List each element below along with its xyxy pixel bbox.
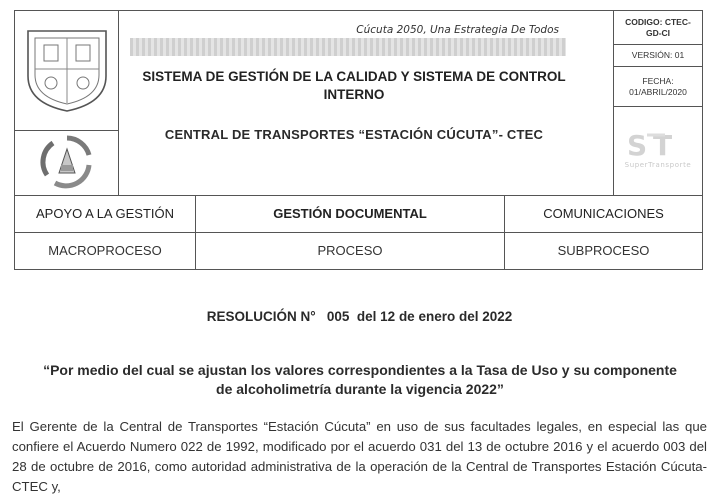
resolution-subject: “Por medio del cual se ajustan los valores correspondientes a la Tasa de Uso y su componente de alcoholimetría durante la vigencia 2022”	[43, 362, 677, 397]
supertransporte-logo	[617, 127, 699, 171]
ctec-logo-cell	[15, 131, 119, 195]
subproceso-label: SUBPROCESO	[557, 243, 650, 259]
version-text: VERSIÓN: 01	[631, 50, 685, 61]
version-cell	[614, 45, 703, 67]
proceso-label-cell	[196, 232, 505, 269]
company-name: CENTRAL DE TRANSPORTES “ESTACIÓN CÚCUTA”- CTEC	[164, 127, 544, 142]
svg-text:T: T	[653, 128, 673, 162]
codigo-cell	[614, 11, 703, 45]
proceso-value: GESTIÓN DOCUMENTAL	[273, 206, 427, 222]
proceso-label: PROCESO	[317, 243, 383, 259]
subproceso-label-cell	[505, 232, 703, 269]
resolution-heading: RESOLUCIÓN N° 005 del 12 de enero del 2022	[206, 309, 513, 324]
subproceso-value: COMUNICACIONES	[543, 206, 664, 222]
fecha-label: FECHA:	[642, 75, 674, 86]
proceso-value-cell	[196, 195, 505, 232]
macroproceso-label-cell	[15, 232, 196, 269]
slogan-text: Cúcuta 2050, Una Estrategia De Todos	[356, 24, 559, 36]
body-paragraph: El Gerente de la Central de Transportes “Estación Cúcuta” en uso de sus facultades legales, en especial las que confiere el Acuerdo Numero 022 de 1992, modificado por el acuerdo 031 del 13 de octubre 2016 y el acuerdo 003 del 28 de octubre de 2016, como autoridad administrativa de la operación de la Central de Transportes Estación Cúcuta-CTEC y,	[12, 419, 707, 494]
slogan-banner	[130, 38, 566, 56]
supertransporte-cell	[614, 107, 703, 195]
subproceso-value-cell	[505, 195, 703, 232]
supertransporte-wordmark: SuperTransporte	[624, 160, 692, 169]
cucuta-seal-logo	[20, 21, 114, 116]
fecha-cell	[614, 67, 703, 107]
codigo-text: CODIGO: CTEC-GD-CI	[625, 16, 691, 38]
system-title: SISTEMA DE GESTIÓN DE LA CALIDAD Y SISTEMA DE CONTROL INTERNO	[142, 69, 566, 102]
macroproceso-label: MACROPROCESO	[48, 243, 162, 259]
svg-text:S: S	[627, 128, 648, 162]
fecha-value: 01/ABRIL/2020	[629, 86, 687, 97]
macroproceso-value: APOYO A LA GESTIÓN	[36, 206, 174, 222]
cucuta-seal-cell	[15, 11, 119, 131]
ctec-recycle-logo	[37, 133, 97, 189]
macroproceso-value-cell	[15, 195, 196, 232]
